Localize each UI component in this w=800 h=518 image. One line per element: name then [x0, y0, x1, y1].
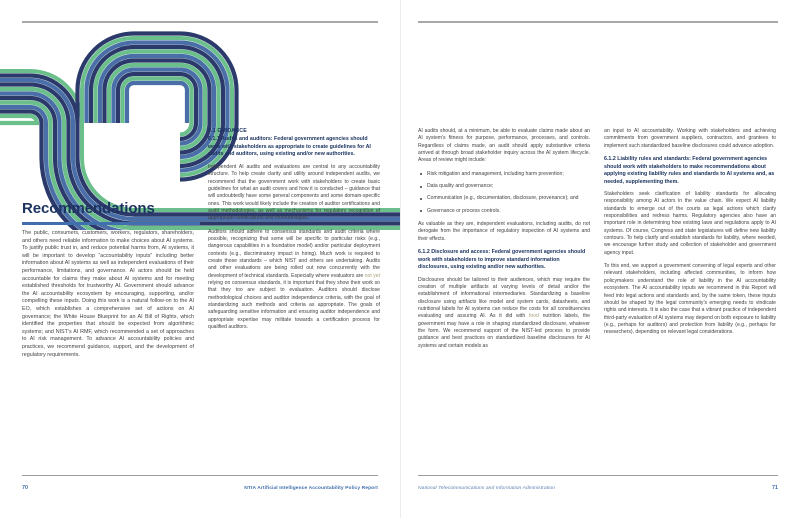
- list-item: [418, 195, 590, 202]
- paragraph-audits: AI audits should, at a minimum, be able to evaluate claims made about an AI system’s fitness for purpose, performance, processes, and controls. Regardless of claims made, an audit should apply substantive criteria arrived at through broad stakeholder inquiry across the AI system lifecycle. Areas of review might include:: [418, 128, 590, 164]
- edit-markup-not-yet: not yet: [364, 272, 380, 279]
- para-text-a: Disclosures should be tailored to their audiences, which may require the creation of multiple artifacts at varying levels of detail and/or the establishment of informational intermediaries. Standardizing a baseline disclosure using artifacts like model and system cards, datasheets, and nutritional labels for AI systems can reduce the costs for all constituencies evaluating and assuring AI. As it did with: [418, 276, 590, 320]
- column-2: [208, 128, 380, 466]
- bullet-icon: [420, 186, 422, 188]
- bullet-icon: [420, 210, 422, 212]
- paragraph-liability-standards: Stakeholders seek clarification of liability standards for allocating responsibility among AI actors in the value chain. We expect AI liability standards to emerge out of the courts as legal actions which clarify responsibilities and redress harms. Regulatory agencies also have an important role in determining how existing laws and regulations apply to AI systems. Of course, Congress and state legislatures will define new liability contours. To help clarify and establish standards for liability, where needed, we encourage further study and collection of stakeholder and government agency input.: [604, 191, 776, 256]
- right-page-columns: [418, 128, 778, 466]
- bullet-icon: [420, 173, 422, 175]
- list-item: [418, 171, 590, 178]
- edit-markup-food: food: [528, 313, 539, 320]
- list-item: [418, 208, 590, 215]
- column-1: [22, 230, 194, 466]
- section-label: 6.1 GUIDANCE: [208, 128, 247, 134]
- intro-paragraph: The public, consumers, customers, workers, regulators, shareholders, and others need reliable information to make choices about AI systems. To justify public trust in, and reduce potential harms from, AI systems, it will be important to develop “accountability inputs” including better information about AI systems as well as independent evaluations of their performance, limitations, and governance. AI actors should be held accountable for claims they make about AI systems and for meeting established thresholds for trustworthy AI. Government should advance the AI accountability ecosystem by encouraging, supporting, and/or compelling these inputs. Doing this work is a natural follow-on to the AI EO, which establishes a comprehensive set of actions on AI governance; the White House Blueprint for an AI Bill of Rights, which identified the properties that should be expected from algorithmic systems; and NIST’s AI RMF, which recommended a set of approaches to AI risk management. To advance AI accountability policies and practices, we recommend guidance, support, and the development of regulatory requirements.: [22, 230, 194, 358]
- para-text-b: nutrition labels, the government may have a role in shaping standardized disclosure, whatever the form. We recommend support of the NIST-led process to provide guidance and best practices on standardized baseline disclosures for AI systems and certain models as: [418, 313, 590, 349]
- subsection-heading-611: 6.1.1 Audits and auditors: Federal government agencies should work with stakeholders as appropriate to create guidelines for AI audits and auditors, using existing and/or new authorities.: [208, 136, 371, 158]
- top-rule: [22, 21, 378, 23]
- bullet-icon: [420, 198, 422, 200]
- footer-title-left: NTIA Artificial Intelligence Accountability Policy Report: [244, 486, 378, 491]
- page-number-right: 71: [772, 485, 778, 491]
- paragraph-611-2: [208, 229, 380, 332]
- page-number-left: 70: [22, 485, 28, 491]
- subsection-heading-612-liability: 6.1.2 Liability rules and standards: Federal government agencies should work with stakeholders to make recommendations about applying existing liability rules and standards to AI systems and, as needed, supplementing them.: [604, 156, 775, 185]
- paragraph-evaluations: As valuable as they are, independent evaluations, including audits, do not derogate from the importance of regulatory inspection of AI systems and their effects.: [418, 221, 590, 242]
- subsection-heading-612-disclosure: 6.1.2 Disclosure and access: Federal government agencies should work with stakeholders to improve standard information disclosures, using existing and/or new authorities.: [418, 249, 586, 271]
- footer-rule: [22, 475, 378, 476]
- footer-agency-right: National Telecommunications and Information Administration: [418, 486, 556, 491]
- column-4: [604, 128, 776, 466]
- list-item-label: Governance or process controls.: [427, 207, 501, 214]
- right-page: [400, 0, 800, 518]
- list-item-label: Data quality and governance;: [427, 183, 494, 190]
- list-item-label: Communication (e.g., documentation, disclosure, provenance); and: [427, 195, 579, 202]
- top-rule: [418, 21, 778, 23]
- left-page-columns: [22, 128, 378, 466]
- paragraph-convening: To this end, we support a government convening of legal experts and other relevant stakeholders, including affected communities, to inform how policymakers understand the role of liability in the AI accountability ecosystem. The AI accountability inputs we recommend in this Report will feed into legal actions and standards and, by the same token, these inputs should be shaped by the legal community’s emerging needs to vindicate rights and interests. It is also the case that a vibrant practice of independent third-party evaluation of AI systems may depend on both exposure to liability (e.g., perhaps for auditors) and protection from liability (e.g., perhaps for researchers), depending on relevant legal considerations.: [604, 263, 776, 336]
- paragraph-disclosures: [418, 277, 590, 350]
- list-item: [418, 183, 590, 190]
- paragraph-input-accountability: an input to AI accountability. Working with stakeholders and achieving commitments from government suppliers, contractors, and grantees to implement such standardized baseline disclosures could advance adoption.: [604, 128, 776, 149]
- para-text-a: Auditors should adhere to consensus standards and audit criteria where possible, recognizing that some will be specific to particular risks (e.g., dangerous capabilities in a foundation model) and/or particular deployment contexts (e.g., discriminatory impact in hiring). Much work is required to create those standards – which NIST and others are undertaking. Audits and other evaluations are being rolled out now concurrently with the development of technical standards. Especially where evaluators are: [208, 228, 380, 279]
- list-item-label: Risk mitigation and management, including harm prevention;: [427, 170, 564, 177]
- para-text-b: relying on consensus standards, it is important that they show their work so that they too are subject to evaluation. Auditors should disclose methodological choices and auditor independence criteria, with the goal of standardizing such methods and criteria as appropriate. The goals of safeguarding sensitive information and ensuring auditor independence and appropriate expertise may militate towards a certification process for qualified auditors.: [208, 280, 380, 331]
- paragraph-611-1: Independent AI audits and evaluations are central to any accountability structure. To help create clarity and utility around independent audits, we recommend that the government work with stakeholders to create basic guidelines for what an audit covers and how it is conducted – guidance that will undoubtedly have some general components and some domain-specific ones. This work would likely include the creation of auditor certifications and audit methodologies, as well as mechanisms for regulatory recognition of appropriate certifications and methodologies.: [208, 163, 380, 222]
- footer-rule: [418, 475, 778, 476]
- column-3: [418, 128, 590, 466]
- page-title: Recommendations: [22, 200, 155, 217]
- areas-of-review-list: [418, 171, 590, 215]
